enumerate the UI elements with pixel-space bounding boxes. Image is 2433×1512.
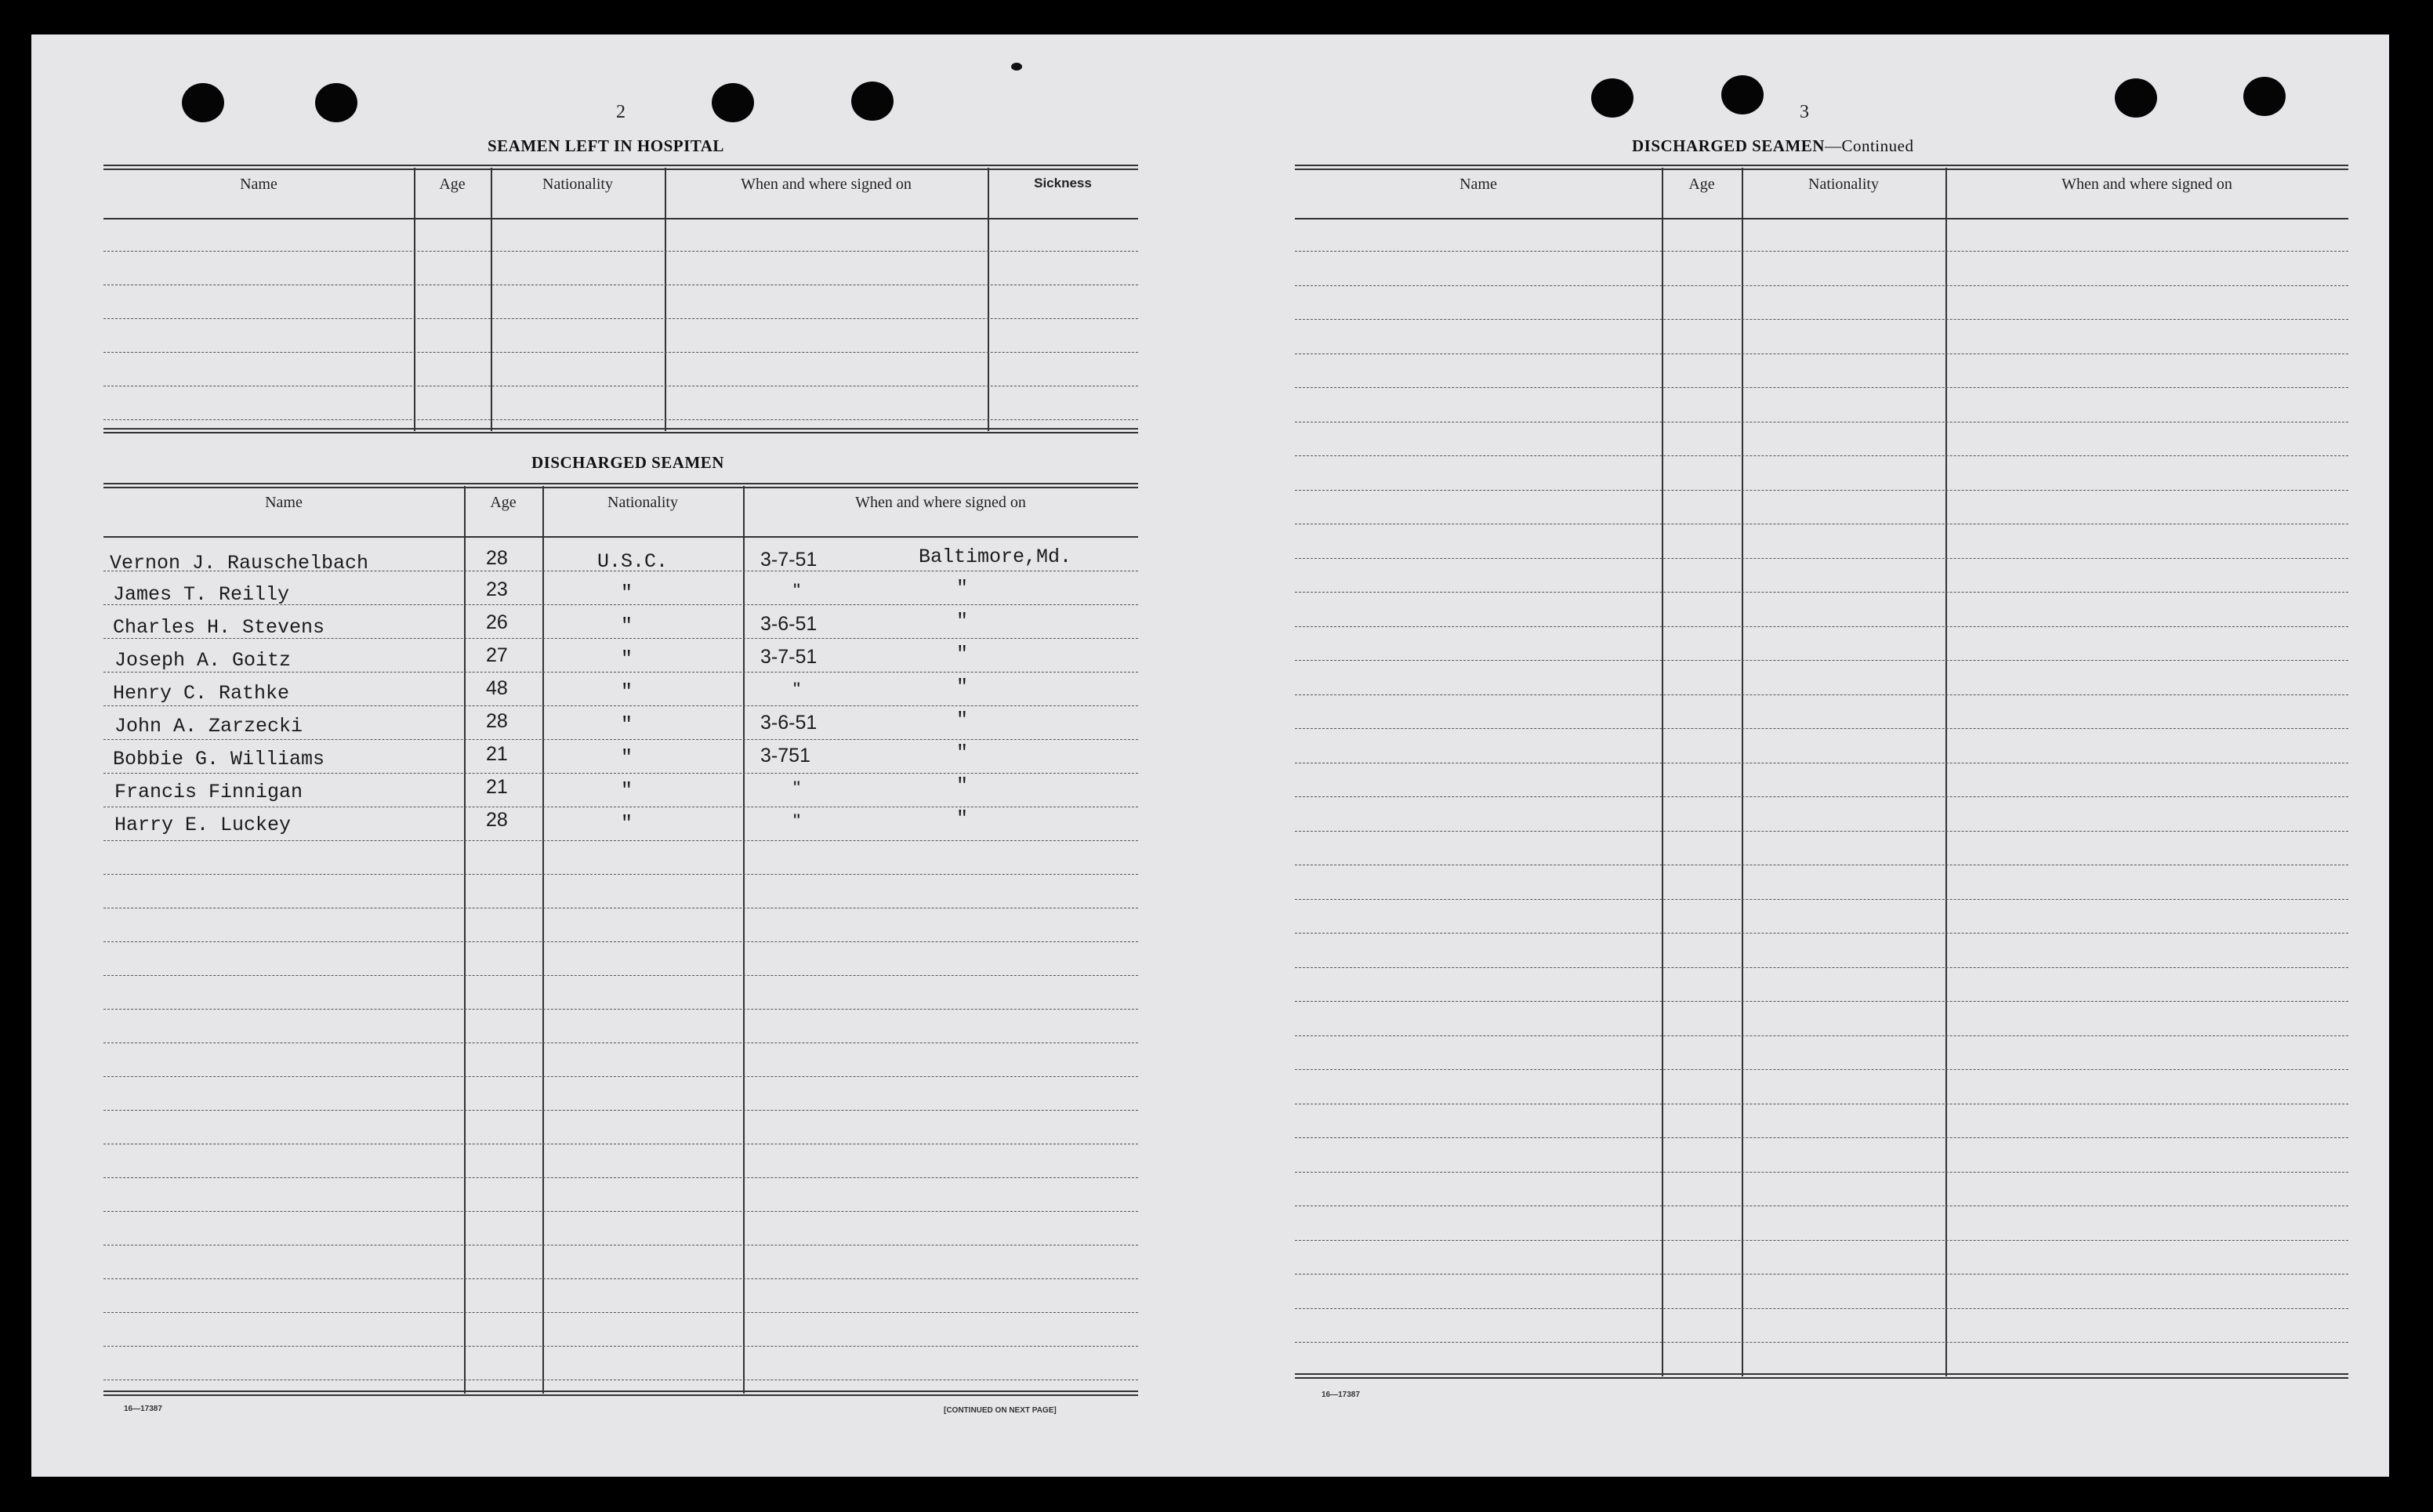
- column-header-age: Age: [490, 494, 517, 511]
- right-page-title: [1632, 136, 1913, 156]
- row-line: [1295, 967, 2348, 968]
- punch-hole: [1721, 75, 1764, 114]
- row-line: [1295, 1035, 2348, 1036]
- seaman-age: 27: [486, 644, 508, 666]
- row-line: [1295, 1001, 2348, 1002]
- seaman-nationality: ": [621, 647, 633, 670]
- column-divider: [1945, 168, 1947, 1376]
- column-header-when-and-where-signed-on: When and where signed on: [855, 494, 1026, 511]
- row-line: [1295, 899, 2348, 900]
- row-line: [103, 1110, 1138, 1111]
- seaman-name: Vernon J. Rauschelbach: [110, 552, 369, 575]
- row-line: [103, 1042, 1138, 1043]
- signed-on-place: ": [956, 774, 969, 797]
- header-rule: [103, 536, 1138, 538]
- row-line: [1295, 319, 2348, 320]
- column-header-nationality: Nationality: [542, 176, 613, 193]
- signed-on-place: ": [956, 610, 969, 633]
- column-header-age: Age: [439, 176, 466, 193]
- row-line: [103, 1009, 1138, 1010]
- document-sheet: [31, 34, 2389, 1477]
- seaman-age: 28: [486, 710, 508, 732]
- punch-hole: [315, 83, 357, 122]
- punch-hole: [851, 82, 894, 121]
- header-rule: [1295, 218, 2348, 219]
- discharged-section-title: DISCHARGED SEAMEN: [531, 453, 724, 472]
- row-line: [103, 739, 1138, 740]
- column-header-name: Name: [1459, 176, 1497, 193]
- row-line: [1295, 251, 2348, 252]
- column-divider: [665, 168, 666, 431]
- row-line: [1295, 933, 2348, 934]
- page-number-left: 2: [616, 102, 625, 122]
- column-divider: [464, 486, 466, 1394]
- row-line: [103, 773, 1138, 774]
- seaman-nationality: ": [621, 680, 633, 703]
- row-line: [103, 874, 1138, 875]
- seaman-name: Francis Finnigan: [114, 781, 303, 803]
- column-divider: [1742, 168, 1743, 1376]
- row-line: [103, 840, 1138, 841]
- table-bottom-rule: [103, 1391, 1138, 1396]
- column-divider: [743, 486, 745, 1394]
- column-header-nationality: Nationality: [607, 494, 678, 511]
- seaman-name: Henry C. Rathke: [113, 682, 290, 705]
- ink-speck: [1011, 63, 1022, 71]
- row-line: [1295, 660, 2348, 661]
- column-divider: [491, 168, 492, 431]
- punch-hole: [182, 83, 224, 122]
- column-header-when-and-where-signed-on: When and where signed on: [2061, 176, 2232, 193]
- row-line: [1295, 387, 2348, 388]
- punch-hole: [712, 83, 754, 122]
- seaman-age: 26: [486, 611, 508, 633]
- row-line: [1295, 1308, 2348, 1309]
- punch-hole: [2115, 78, 2157, 118]
- signed-on-date: ": [793, 778, 800, 800]
- row-line: [103, 419, 1138, 420]
- punch-hole: [1591, 78, 1633, 118]
- signed-on-place: ": [956, 676, 969, 698]
- seaman-name: Harry E. Luckey: [114, 814, 292, 836]
- right-title-suffix: —Continued: [1824, 136, 1914, 155]
- column-header-nationality: Nationality: [1808, 176, 1879, 193]
- seaman-nationality: ": [621, 582, 633, 604]
- column-divider: [542, 486, 544, 1394]
- seaman-nationality: ": [621, 713, 633, 736]
- signed-on-date: ": [793, 580, 800, 602]
- row-line: [103, 352, 1138, 353]
- row-line: [1295, 592, 2348, 593]
- row-line: [103, 1312, 1138, 1313]
- row-line: [1295, 1069, 2348, 1070]
- column-divider: [1662, 168, 1663, 1376]
- table-bottom-rule: [103, 428, 1138, 433]
- signed-on-date: 3-6-51: [760, 712, 818, 734]
- column-divider: [414, 168, 415, 431]
- signed-on-place: ": [956, 709, 969, 731]
- seaman-age: 28: [486, 809, 508, 831]
- header-rule: [103, 218, 1138, 219]
- seaman-nationality: ": [621, 812, 633, 835]
- row-line: [1295, 831, 2348, 832]
- table-top-rule: [103, 483, 1138, 488]
- signed-on-date: 3-7-51: [760, 646, 818, 668]
- page-number-right: 3: [1800, 102, 1809, 122]
- row-line: [1295, 558, 2348, 559]
- signed-on-date: 3-751: [760, 745, 810, 767]
- row-line: [1295, 455, 2348, 456]
- row-line: [103, 318, 1138, 319]
- seaman-age: 21: [486, 743, 508, 765]
- table-top-rule: [103, 165, 1138, 170]
- row-line: [103, 705, 1138, 706]
- punch-hole: [2243, 77, 2286, 116]
- column-header-sickness: Sickness: [1034, 176, 1092, 190]
- row-line: [1295, 490, 2348, 491]
- seaman-age: 28: [486, 547, 508, 569]
- seaman-nationality: ": [621, 615, 633, 637]
- form-number-left: 16—17387: [124, 1405, 162, 1413]
- row-line: [1295, 728, 2348, 729]
- table-top-rule: [1295, 165, 2348, 170]
- signed-on-date: ": [793, 810, 800, 832]
- row-line: [103, 975, 1138, 976]
- row-line: [103, 941, 1138, 942]
- row-line: [1295, 1172, 2348, 1173]
- continued-note: [CONTINUED ON NEXT PAGE]: [944, 1406, 1057, 1415]
- seaman-nationality: ": [621, 746, 633, 769]
- seaman-age: 23: [486, 578, 508, 600]
- signed-on-date: 3-7-51: [760, 549, 818, 571]
- row-line: [1295, 1137, 2348, 1138]
- row-line: [103, 672, 1138, 673]
- signed-on-date: 3-6-51: [760, 613, 818, 635]
- row-line: [1295, 694, 2348, 695]
- signed-on-place: ": [956, 741, 969, 764]
- column-header-when-and-where-signed-on: When and where signed on: [741, 176, 912, 193]
- row-line: [1295, 626, 2348, 627]
- row-line: [103, 1278, 1138, 1279]
- row-line: [1295, 1240, 2348, 1241]
- signed-on-place: ": [956, 807, 969, 830]
- signed-on-place: Baltimore,Md.: [919, 546, 1072, 568]
- seaman-name: Charles H. Stevens: [113, 616, 325, 639]
- seaman-age: 48: [486, 677, 508, 699]
- row-line: [103, 1346, 1138, 1347]
- right-title-main: DISCHARGED SEAMEN: [1632, 136, 1825, 155]
- table-bottom-rule: [1295, 1373, 2348, 1379]
- signed-on-place: ": [956, 643, 969, 665]
- seaman-age: 21: [486, 776, 508, 798]
- seaman-nationality: U.S.C.: [597, 550, 669, 573]
- row-line: [103, 1076, 1138, 1077]
- hospital-section-title: SEAMEN LEFT IN HOSPITAL: [488, 136, 724, 155]
- seaman-name: Joseph A. Goitz: [114, 649, 292, 672]
- column-header-age: Age: [1688, 176, 1715, 193]
- seaman-name: Bobbie G. Williams: [113, 748, 325, 771]
- seaman-nationality: ": [621, 779, 633, 802]
- column-header-name: Name: [240, 176, 277, 193]
- row-line: [1295, 1342, 2348, 1343]
- column-divider: [988, 168, 989, 431]
- seaman-name: John A. Zarzecki: [114, 715, 303, 738]
- row-line: [103, 251, 1138, 252]
- signed-on-place: ": [956, 577, 969, 600]
- row-line: [1295, 1274, 2348, 1275]
- seaman-name: James T. Reilly: [113, 583, 290, 606]
- row-line: [103, 1177, 1138, 1178]
- row-line: [1295, 285, 2348, 286]
- signed-on-date: ": [793, 679, 800, 701]
- column-header-name: Name: [265, 494, 303, 511]
- row-line: [103, 1211, 1138, 1212]
- form-number-right: 16—17387: [1322, 1391, 1360, 1399]
- row-line: [1295, 796, 2348, 797]
